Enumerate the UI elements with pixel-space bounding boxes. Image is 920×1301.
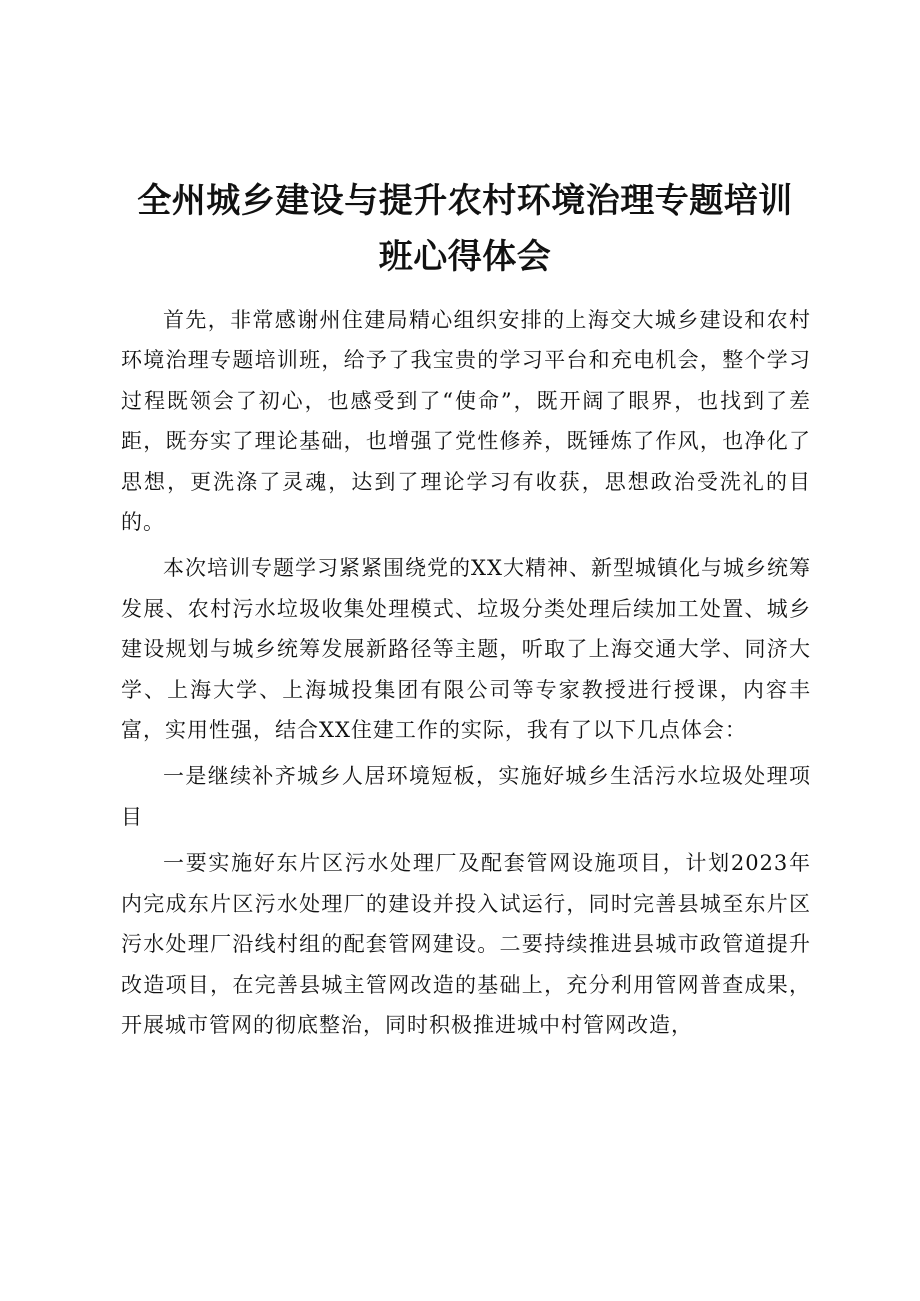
paragraph-training-topics: 本次培训专题学习紧紧围绕党的XX大精神、新型城镇化与城乡统筹发展、农村污水垃圾收集处理模式、垃圾分类处理后续加工处置、城乡建设规划与城乡统筹发展新路径等主题，听取了上海交通大学、同济大学、上海大学、上海城投集团有限公司等专家教授进行授课，内容丰富，实用性强，结合XX住建工作的实际，我有了以下几点体会： — [121, 556, 811, 743]
document-body — [121, 300, 811, 1051]
title-line-2: 班心得体会 — [378, 237, 552, 277]
title-line-1: 全州城乡建设与提升农村环境治理专题培训 — [137, 181, 793, 221]
paragraph-sewage-projects: 一要实施好东片区污水处理厂及配套管网设施项目，计划2023年内完成东片区污水处理厂的建设并投入试运行，同时完善县城至东片区污水处理厂沿线村组的配套管网建设。二要持续推进县城市政管道提升改造项目，在完善县城主管网改造的基础上，充分利用管网普查成果，开展城市管网的彻底整治，同时积极推进城中村管网改造， — [121, 851, 811, 1037]
paragraph-point-one-heading: 一是继续补齐城乡人居环境短板，实施好城乡生活污水垃圾处理项目 — [121, 764, 811, 829]
document-title — [110, 173, 820, 285]
paragraph-intro: 首先，非常感谢州住建局精心组织安排的上海交大城乡建设和农村环境治理专题培训班，给予了我宝贵的学习平台和充电机会，整个学习过程既领会了初心，也感受到了“使命”，既开阔了眼界，也找到了差距，既夯实了理论基础，也增强了党性修养，既锤炼了作风，也净化了思想，更洗涤了灵魂，达到了理论学习有收获，思想政治受洗礼的目的。 — [121, 308, 811, 535]
